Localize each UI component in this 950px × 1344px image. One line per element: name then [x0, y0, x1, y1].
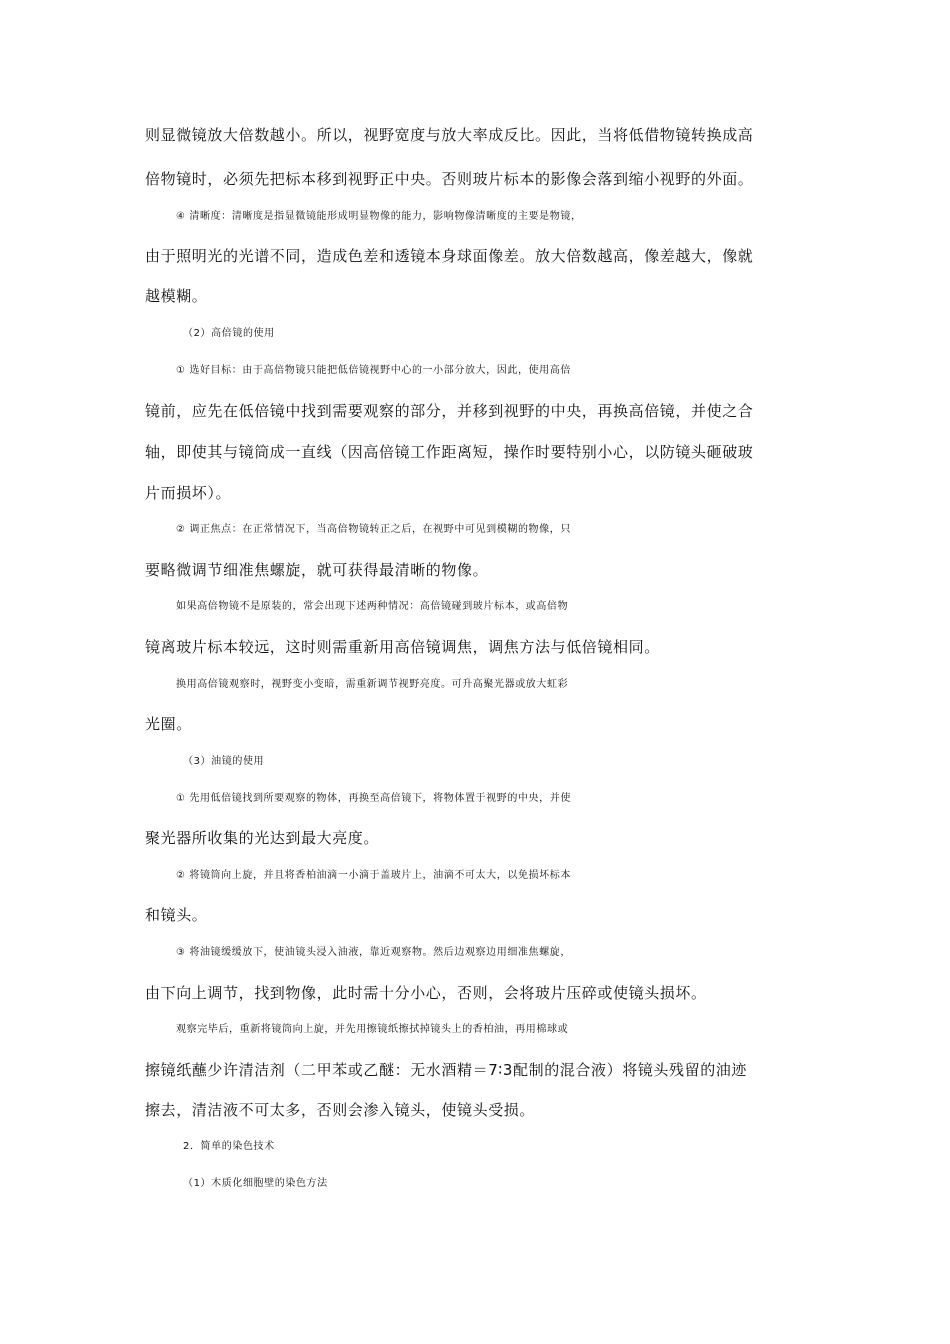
text-line: ② 调正焦点：在正常情况下，当高倍物镜转正之后，在视野中可见到模糊的物像，只: [176, 524, 571, 535]
text-line: 擦去，清洁液不可太多，否则会渗入镜头，使镜头受损。: [145, 1101, 536, 1119]
text-line: ② 将镜筒向上旋，并且将香柏油滴一小滴于盖玻片上，油滴不可太大，以免损坏标本: [176, 870, 571, 881]
section-heading: 2．简单的染色技术: [183, 1141, 275, 1152]
text-line: 和镜头。: [145, 906, 208, 924]
text-line: ③ 将油镜缓缓放下，使油镜头浸入油液，靠近观察物。然后边观察边用细准焦螺旋，: [176, 947, 571, 958]
text-line: 换用高倍镜观察时，视野变小变暗，需重新调节视野亮度。可升高聚光器或放大虹彩: [176, 679, 569, 690]
text-line: 擦镜纸蘸少许清洁剂（二甲苯或乙醚：无水酒精＝7∶3配制的混合液）将镜头残留的油迹: [145, 1061, 747, 1079]
text-line: 轴，即使其与镜筒成一直线（因高倍镜工作距离短，操作时要特别小心，以防镜头砸破玻: [145, 443, 754, 461]
text-line: 越模糊。: [145, 287, 208, 305]
section-heading: （2）高倍镜的使用: [183, 328, 275, 339]
text-line: 片而损坏）。: [145, 484, 232, 502]
text-line: 如果高倍物镜不是原装的，常会出现下述两种情况：高倍镜碰到玻片标本，或高倍物: [176, 601, 569, 612]
text-line: ④ 清晰度：清晰度是指显微镜能形成明显物像的能力，影响物像清晰度的主要是物镜，: [176, 211, 582, 222]
text-line: ① 先用低倍镜找到所要观察的物体，再换至高倍镜下，将物体置于视野的中央，并使: [176, 793, 571, 804]
text-line: 光圈。: [145, 715, 192, 733]
text-line: 镜离玻片标本较远，这时则需重新用高倍镜调焦，调焦方法与低倍镜相同。: [145, 638, 660, 656]
text-line: 由于照明光的光谱不同，造成色差和透镜本身球面像差。放大倍数越高，像差越大，像就: [145, 247, 754, 265]
text-line: 倍物镜时，必须先把标本移到视野正中央。否则玻片标本的影像会落到缩小视野的外面。: [145, 170, 754, 188]
section-heading: （1）木质化细胞壁的染色方法: [183, 1178, 328, 1189]
text-line: 由下向上调节，找到物像，此时需十分小心，否则，会将玻片压碎或使镜头损坏。: [145, 984, 707, 1002]
text-line: 聚光器所收集的光达到最大亮度。: [145, 829, 380, 847]
text-line: ① 选好目标：由于高倍物镜只能把低倍镜视野中心的一小部分放大，因此，使用高倍: [176, 365, 571, 376]
text-line: 观察完毕后，重新将镜筒向上旋，并先用擦镜纸擦拭掉镜头上的香柏油，再用棉球或: [176, 1024, 569, 1035]
section-heading: （3）油镜的使用: [183, 756, 265, 767]
text-line: 镜前，应先在低倍镜中找到需要观察的部分，并移到视野的中央，再换高倍镜，并使之合: [145, 402, 754, 420]
text-line: 则显微镜放大倍数越小。所以，视野宽度与放大率成反比。因此，当将低借物镜转换成高: [145, 126, 754, 144]
text-line: 要略微调节细准焦螺旋，就可获得最清晰的物像。: [145, 561, 489, 579]
